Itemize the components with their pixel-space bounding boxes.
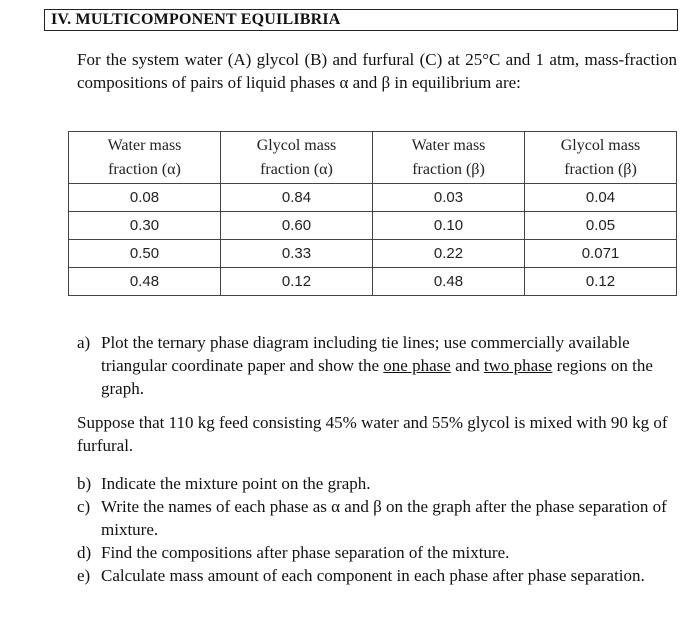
question-b — [77, 472, 677, 495]
equilibrium-table — [68, 131, 677, 296]
table-cell: 0.33 — [221, 240, 373, 268]
table-cell: 0.48 — [69, 268, 221, 296]
question-text: Indicate the mixture point on the graph. — [101, 474, 371, 493]
question-text: Find the compositions after phase separation of the mixture. — [101, 543, 510, 562]
table-cell: 0.60 — [221, 212, 373, 240]
question-a — [77, 331, 677, 400]
two-phase-term: two phase — [483, 356, 553, 375]
table-cell: 0.05 — [525, 212, 677, 240]
table-row — [69, 184, 677, 212]
table-cell: 0.22 — [373, 240, 525, 268]
table-row — [69, 212, 677, 240]
question-text: Calculate mass amount of each component in each phase after phase separation. — [101, 566, 645, 585]
table-cell: 0.12 — [525, 268, 677, 296]
question-d — [77, 541, 677, 564]
table-cell: 0.071 — [525, 240, 677, 268]
question-text: Plot the ternary phase diagram including tie lines; use commercially available triangular coordinate paper and show the one phase and two phase regions on the graph. — [101, 333, 653, 398]
question-label: c) — [77, 497, 91, 516]
feed-paragraph: Suppose that 110 kg feed consisting 45% water and 55% glycol is mixed with 90 kg of furfural. — [77, 413, 668, 455]
table-cell: 0.50 — [69, 240, 221, 268]
question-text: Write the names of each phase as α and β on the graph after the phase separation of mixture. — [101, 497, 667, 539]
table-row — [69, 268, 677, 296]
question-c — [77, 495, 677, 541]
table-cell: 0.48 — [373, 268, 525, 296]
table-cell: 0.10 — [373, 212, 525, 240]
question-label: b) — [77, 474, 92, 493]
header-water-alpha: Water mass fraction (α) — [69, 132, 221, 184]
one-phase-term: one phase — [383, 356, 451, 375]
question-label: d) — [77, 543, 92, 562]
table-cell: 0.84 — [221, 184, 373, 212]
table-header-row — [69, 132, 677, 184]
intro-paragraph: For the system water (A) glycol (B) and furfural (C) at 25°C and 1 atm, mass-fraction compositions of pairs of liquid phases α and β in equilibrium are: — [77, 50, 677, 92]
table-cell: 0.04 — [525, 184, 677, 212]
table-cell: 0.03 — [373, 184, 525, 212]
table-cell: 0.08 — [69, 184, 221, 212]
table-cell: 0.30 — [69, 212, 221, 240]
table-row — [69, 240, 677, 268]
question-e — [77, 564, 677, 587]
question-label: a) — [77, 333, 91, 352]
header-glycol-alpha: Glycol mass fraction (α) — [221, 132, 373, 184]
header-glycol-beta: Glycol mass fraction (β) — [525, 132, 677, 184]
section-title: IV. MULTICOMPONENT EQUILIBRIA — [44, 9, 678, 31]
table-cell: 0.12 — [221, 268, 373, 296]
header-water-beta: Water mass fraction (β) — [373, 132, 525, 184]
question-label: e) — [77, 566, 91, 585]
